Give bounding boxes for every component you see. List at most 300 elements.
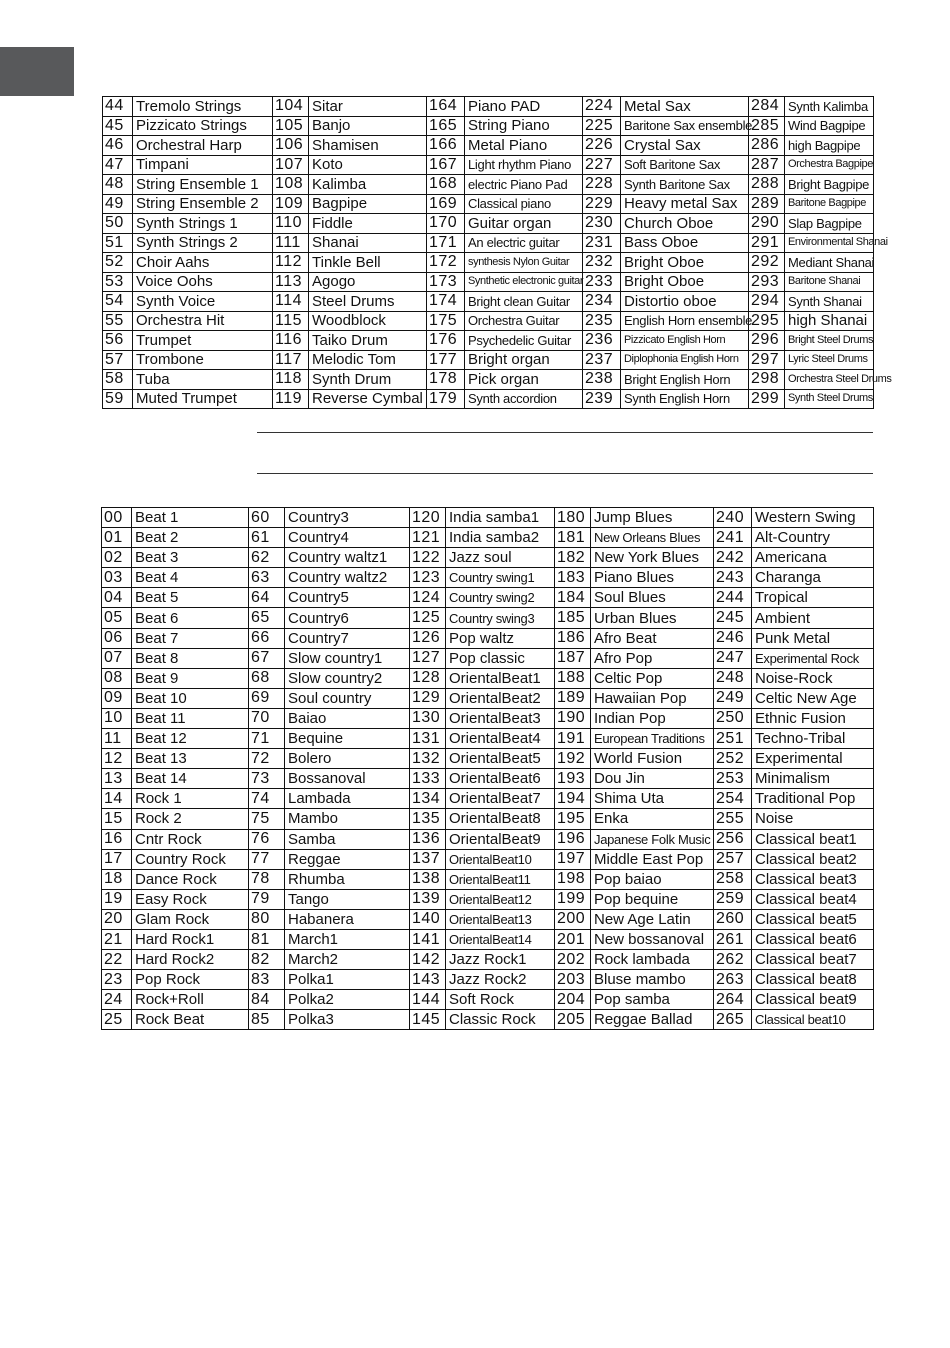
style-number: 130 xyxy=(410,708,446,728)
voice-number: 232 xyxy=(583,253,621,273)
voice-name: Orchestra Bagpipe xyxy=(785,155,874,175)
style-number: 04 xyxy=(102,588,132,608)
voice-table-row xyxy=(103,311,874,331)
style-number: 65 xyxy=(249,608,285,628)
style-number: 194 xyxy=(555,789,591,809)
voice-name: Synth Kalimba xyxy=(785,97,874,117)
style-number: 140 xyxy=(410,909,446,929)
style-number: 248 xyxy=(714,668,752,688)
voice-name: Synth Steel Drums xyxy=(785,389,874,409)
style-name: Rhumba xyxy=(285,869,410,889)
style-number: 68 xyxy=(249,668,285,688)
style-name: Beat 10 xyxy=(132,688,249,708)
style-number: 255 xyxy=(714,809,752,829)
style-number: 129 xyxy=(410,688,446,708)
voice-name: Shamisen xyxy=(309,136,427,156)
style-number: 137 xyxy=(410,849,446,869)
voice-number: 235 xyxy=(583,311,621,331)
voice-number: 51 xyxy=(103,233,133,253)
style-number: 02 xyxy=(102,548,132,568)
voice-number: 53 xyxy=(103,272,133,292)
voice-name: Lyric Steel Drums xyxy=(785,350,874,370)
style-number: 121 xyxy=(410,528,446,548)
voice-name: Synth Strings 2 xyxy=(133,233,273,253)
voice-number: 118 xyxy=(273,370,309,390)
style-number: 185 xyxy=(555,608,591,628)
voice-number: 286 xyxy=(749,136,785,156)
style-name: Noise-Rock xyxy=(752,668,874,688)
style-number: 03 xyxy=(102,568,132,588)
style-table-row xyxy=(102,990,874,1010)
voice-name: Bright Steel Drums xyxy=(785,331,874,351)
style-table-row xyxy=(102,628,874,648)
voice-name: An electric guitar xyxy=(465,233,583,253)
style-name: Classical beat8 xyxy=(752,970,874,990)
voice-name: Psychedelic Guitar xyxy=(465,331,583,351)
style-number: 202 xyxy=(555,950,591,970)
style-name: Classical beat2 xyxy=(752,849,874,869)
style-number: 181 xyxy=(555,528,591,548)
voice-name: Synth English Horn xyxy=(621,389,749,409)
style-number: 196 xyxy=(555,829,591,849)
style-table-row xyxy=(102,869,874,889)
style-name: Jazz Rock1 xyxy=(446,950,555,970)
voice-name: Kalimba xyxy=(309,175,427,195)
voice-name: high Bagpipe xyxy=(785,136,874,156)
style-number: 205 xyxy=(555,1010,591,1030)
voice-name: Synth Drum xyxy=(309,370,427,390)
voice-name: Synth Baritone Sax xyxy=(621,175,749,195)
style-name: Beat 3 xyxy=(132,548,249,568)
voice-number: 115 xyxy=(273,311,309,331)
style-name: Afro Beat xyxy=(591,628,714,648)
voice-number: 175 xyxy=(427,311,465,331)
voice-name: Orchestra Guitar xyxy=(465,311,583,331)
style-name: OrientalBeat1 xyxy=(446,668,555,688)
voice-number: 292 xyxy=(749,253,785,273)
style-name: Country waltz2 xyxy=(285,568,410,588)
style-number: 201 xyxy=(555,929,591,949)
voice-number: 229 xyxy=(583,194,621,214)
style-number: 183 xyxy=(555,568,591,588)
style-number: 16 xyxy=(102,829,132,849)
voice-number: 294 xyxy=(749,292,785,312)
style-name: Beat 4 xyxy=(132,568,249,588)
style-name: OrientalBeat11 xyxy=(446,869,555,889)
voice-name: Bright organ xyxy=(465,350,583,370)
style-name: Country7 xyxy=(285,628,410,648)
style-number: 82 xyxy=(249,950,285,970)
voice-name: Church Oboe xyxy=(621,214,749,234)
style-number: 64 xyxy=(249,588,285,608)
style-number: 240 xyxy=(714,508,752,528)
style-number: 260 xyxy=(714,909,752,929)
voice-table-row xyxy=(103,175,874,195)
style-name: Enka xyxy=(591,809,714,829)
style-number: 242 xyxy=(714,548,752,568)
style-name: Afro Pop xyxy=(591,648,714,668)
voice-name: Pick organ xyxy=(465,370,583,390)
language-tab-marker xyxy=(0,47,74,96)
voice-number: 169 xyxy=(427,194,465,214)
style-number: 246 xyxy=(714,628,752,648)
voice-number: 117 xyxy=(273,350,309,370)
voice-name: Melodic Tom xyxy=(309,350,427,370)
style-name: Classical beat3 xyxy=(752,869,874,889)
voice-number: 233 xyxy=(583,272,621,292)
style-table-row xyxy=(102,950,874,970)
style-name: Beat 12 xyxy=(132,729,249,749)
style-name: Slow country2 xyxy=(285,668,410,688)
voice-number: 107 xyxy=(273,155,309,175)
voice-name: Banjo xyxy=(309,116,427,136)
style-number: 60 xyxy=(249,508,285,528)
voice-table-row xyxy=(103,272,874,292)
voice-number: 167 xyxy=(427,155,465,175)
voice-number: 108 xyxy=(273,175,309,195)
style-name: Bossanoval xyxy=(285,769,410,789)
voice-table-row xyxy=(103,331,874,351)
style-number: 05 xyxy=(102,608,132,628)
voice-number: 50 xyxy=(103,214,133,234)
style-table-row xyxy=(102,889,874,909)
style-list-table xyxy=(101,507,874,1030)
style-number: 84 xyxy=(249,990,285,1010)
voice-number: 165 xyxy=(427,116,465,136)
style-number: 245 xyxy=(714,608,752,628)
style-number: 134 xyxy=(410,789,446,809)
style-name: Noise xyxy=(752,809,874,829)
style-name: Beat 7 xyxy=(132,628,249,648)
style-name: Traditional Pop xyxy=(752,789,874,809)
style-number: 01 xyxy=(102,528,132,548)
voice-name: Guitar organ xyxy=(465,214,583,234)
voice-name: String Piano xyxy=(465,116,583,136)
voice-number: 225 xyxy=(583,116,621,136)
voice-number: 105 xyxy=(273,116,309,136)
style-number: 259 xyxy=(714,889,752,909)
section-divider-bottom xyxy=(257,473,873,474)
style-number: 200 xyxy=(555,909,591,929)
style-number: 186 xyxy=(555,628,591,648)
style-number: 262 xyxy=(714,950,752,970)
style-name: OrientalBeat13 xyxy=(446,909,555,929)
style-name: Pop bequine xyxy=(591,889,714,909)
style-name: India samba2 xyxy=(446,528,555,548)
style-name: Pop waltz xyxy=(446,628,555,648)
style-name: Charanga xyxy=(752,568,874,588)
style-name: Classical beat9 xyxy=(752,990,874,1010)
style-number: 142 xyxy=(410,950,446,970)
style-number: 131 xyxy=(410,729,446,749)
voice-number: 170 xyxy=(427,214,465,234)
style-name: New Age Latin xyxy=(591,909,714,929)
style-table-row xyxy=(102,1010,874,1030)
style-number: 189 xyxy=(555,688,591,708)
voice-number: 299 xyxy=(749,389,785,409)
style-name: Pop Rock xyxy=(132,970,249,990)
voice-number: 112 xyxy=(273,253,309,273)
style-name: Ethnic Fusion xyxy=(752,708,874,728)
voice-number: 111 xyxy=(273,233,309,253)
voice-number: 296 xyxy=(749,331,785,351)
style-number: 23 xyxy=(102,970,132,990)
style-name: OrientalBeat3 xyxy=(446,708,555,728)
voice-number: 166 xyxy=(427,136,465,156)
voice-number: 297 xyxy=(749,350,785,370)
voice-name: Baritone Sax ensemble xyxy=(621,116,749,136)
style-name: Beat 9 xyxy=(132,668,249,688)
style-name: Indian Pop xyxy=(591,708,714,728)
style-number: 247 xyxy=(714,648,752,668)
style-name: Jazz Rock2 xyxy=(446,970,555,990)
voice-number: 236 xyxy=(583,331,621,351)
voice-number: 237 xyxy=(583,350,621,370)
voice-name: Agogo xyxy=(309,272,427,292)
style-number: 256 xyxy=(714,829,752,849)
voice-table-row xyxy=(103,253,874,273)
style-number: 139 xyxy=(410,889,446,909)
voice-number: 110 xyxy=(273,214,309,234)
style-number: 19 xyxy=(102,889,132,909)
voice-number: 113 xyxy=(273,272,309,292)
voice-name: Shanai xyxy=(309,233,427,253)
voice-name: Synth Shanai xyxy=(785,292,874,312)
style-table-row xyxy=(102,668,874,688)
voice-name: Orchestra Steel Drums xyxy=(785,370,874,390)
voice-number: 52 xyxy=(103,253,133,273)
style-name: Country5 xyxy=(285,588,410,608)
voice-number: 119 xyxy=(273,389,309,409)
voice-table-row xyxy=(103,292,874,312)
voice-name: Choir Aahs xyxy=(133,253,273,273)
voice-number: 288 xyxy=(749,175,785,195)
style-number: 72 xyxy=(249,749,285,769)
style-name: Alt-Country xyxy=(752,528,874,548)
style-name: Beat 8 xyxy=(132,648,249,668)
style-name: Piano Blues xyxy=(591,568,714,588)
style-number: 125 xyxy=(410,608,446,628)
style-number: 128 xyxy=(410,668,446,688)
style-name: Classical beat7 xyxy=(752,950,874,970)
style-number: 197 xyxy=(555,849,591,869)
voice-number: 238 xyxy=(583,370,621,390)
style-name: Pop classic xyxy=(446,648,555,668)
voice-name: Heavy metal Sax xyxy=(621,194,749,214)
voice-name: Synthetic electronic guitar xyxy=(465,272,583,292)
voice-number: 106 xyxy=(273,136,309,156)
style-number: 184 xyxy=(555,588,591,608)
style-number: 254 xyxy=(714,789,752,809)
style-number: 135 xyxy=(410,809,446,829)
voice-name: Bagpipe xyxy=(309,194,427,214)
style-number: 73 xyxy=(249,769,285,789)
style-number: 126 xyxy=(410,628,446,648)
style-number: 17 xyxy=(102,849,132,869)
style-number: 18 xyxy=(102,869,132,889)
style-number: 143 xyxy=(410,970,446,990)
style-name: Bluse mambo xyxy=(591,970,714,990)
voice-number: 295 xyxy=(749,311,785,331)
style-number: 70 xyxy=(249,708,285,728)
style-number: 10 xyxy=(102,708,132,728)
style-name: European Traditions xyxy=(591,729,714,749)
style-name: World Fusion xyxy=(591,749,714,769)
style-name: Pop samba xyxy=(591,990,714,1010)
style-number: 252 xyxy=(714,749,752,769)
style-name: Soul Blues xyxy=(591,588,714,608)
voice-number: 290 xyxy=(749,214,785,234)
voice-name: Bright English Horn xyxy=(621,370,749,390)
voice-name: Mediant Shanai xyxy=(785,253,874,273)
style-table-row xyxy=(102,909,874,929)
voice-name: Synth accordion xyxy=(465,389,583,409)
voice-name: Orchestra Hit xyxy=(133,311,273,331)
style-number: 69 xyxy=(249,688,285,708)
style-name: Beat 5 xyxy=(132,588,249,608)
voice-number: 116 xyxy=(273,331,309,351)
style-number: 83 xyxy=(249,970,285,990)
style-name: Soul country xyxy=(285,688,410,708)
style-number: 190 xyxy=(555,708,591,728)
voice-name: English Horn ensemble xyxy=(621,311,749,331)
style-number: 81 xyxy=(249,929,285,949)
style-name: Beat 14 xyxy=(132,769,249,789)
style-number: 80 xyxy=(249,909,285,929)
voice-name: Fiddle xyxy=(309,214,427,234)
style-name: Rock+Roll xyxy=(132,990,249,1010)
style-number: 61 xyxy=(249,528,285,548)
style-name: Country swing3 xyxy=(446,608,555,628)
voice-name: Bright Oboe xyxy=(621,272,749,292)
voice-name: Bright Bagpipe xyxy=(785,175,874,195)
style-number: 195 xyxy=(555,809,591,829)
style-number: 243 xyxy=(714,568,752,588)
style-name: Rock lambada xyxy=(591,950,714,970)
style-number: 20 xyxy=(102,909,132,929)
style-name: OrientalBeat2 xyxy=(446,688,555,708)
voice-name: Wind Bagpipe xyxy=(785,116,874,136)
style-name: Rock Beat xyxy=(132,1010,249,1030)
style-number: 182 xyxy=(555,548,591,568)
voice-name: Koto xyxy=(309,155,427,175)
voice-number: 173 xyxy=(427,272,465,292)
style-name: Celtic New Age xyxy=(752,688,874,708)
style-table-row xyxy=(102,729,874,749)
style-number: 127 xyxy=(410,648,446,668)
style-number: 132 xyxy=(410,749,446,769)
voice-number: 285 xyxy=(749,116,785,136)
style-name: Country6 xyxy=(285,608,410,628)
voice-name: Bright clean Guitar xyxy=(465,292,583,312)
style-number: 77 xyxy=(249,849,285,869)
style-number: 145 xyxy=(410,1010,446,1030)
voice-number: 177 xyxy=(427,350,465,370)
style-number: 13 xyxy=(102,769,132,789)
style-number: 22 xyxy=(102,950,132,970)
style-table-row xyxy=(102,970,874,990)
style-number: 261 xyxy=(714,929,752,949)
voice-number: 224 xyxy=(583,97,621,117)
style-name: Beat 11 xyxy=(132,708,249,728)
style-name: Country swing2 xyxy=(446,588,555,608)
voice-name: high Shanai xyxy=(785,311,874,331)
section-divider-top xyxy=(257,432,873,433)
style-number: 12 xyxy=(102,749,132,769)
style-table-row xyxy=(102,769,874,789)
voice-number: 55 xyxy=(103,311,133,331)
voice-name: Light rhythm Piano xyxy=(465,155,583,175)
voice-number: 234 xyxy=(583,292,621,312)
style-number: 204 xyxy=(555,990,591,1010)
style-name: Beat 6 xyxy=(132,608,249,628)
style-number: 76 xyxy=(249,829,285,849)
style-number: 203 xyxy=(555,970,591,990)
style-number: 188 xyxy=(555,668,591,688)
style-number: 263 xyxy=(714,970,752,990)
style-number: 78 xyxy=(249,869,285,889)
style-number: 21 xyxy=(102,929,132,949)
voice-number: 284 xyxy=(749,97,785,117)
voice-name: Timpani xyxy=(133,155,273,175)
style-number: 09 xyxy=(102,688,132,708)
style-name: Polka1 xyxy=(285,970,410,990)
style-name: Polka3 xyxy=(285,1010,410,1030)
style-name: Ambient xyxy=(752,608,874,628)
style-name: Urban Blues xyxy=(591,608,714,628)
style-table-row xyxy=(102,829,874,849)
voice-name: electric Piano Pad xyxy=(465,175,583,195)
voice-name: Slap Bagpipe xyxy=(785,214,874,234)
style-name: Hawaiian Pop xyxy=(591,688,714,708)
style-number: 133 xyxy=(410,769,446,789)
voice-name: Pizzicato Strings xyxy=(133,116,273,136)
style-name: Punk Metal xyxy=(752,628,874,648)
style-name: OrientalBeat10 xyxy=(446,849,555,869)
voice-name: Baritone Bagpipe xyxy=(785,194,874,214)
voice-name: Muted Trumpet xyxy=(133,389,273,409)
style-number: 249 xyxy=(714,688,752,708)
style-number: 85 xyxy=(249,1010,285,1030)
style-name: Slow country1 xyxy=(285,648,410,668)
style-table-row xyxy=(102,648,874,668)
style-number: 241 xyxy=(714,528,752,548)
voice-name: Bright Oboe xyxy=(621,253,749,273)
voice-table-row xyxy=(103,97,874,117)
style-table-row xyxy=(102,548,874,568)
voice-name: Diplophonia English Horn xyxy=(621,350,749,370)
style-number: 79 xyxy=(249,889,285,909)
style-table-row xyxy=(102,789,874,809)
voice-name: Trombone xyxy=(133,350,273,370)
style-name: Classical beat10 xyxy=(752,1010,874,1030)
style-name: Experimental xyxy=(752,749,874,769)
style-number: 07 xyxy=(102,648,132,668)
voice-number: 291 xyxy=(749,233,785,253)
voice-number: 54 xyxy=(103,292,133,312)
voice-name: Environmental Shanai xyxy=(785,233,874,253)
style-name: Jazz soul xyxy=(446,548,555,568)
voice-name: Steel Drums xyxy=(309,292,427,312)
style-name: Pop baiao xyxy=(591,869,714,889)
style-name: OrientalBeat7 xyxy=(446,789,555,809)
voice-table-row xyxy=(103,136,874,156)
style-name: OrientalBeat9 xyxy=(446,829,555,849)
voice-name: Soft Baritone Sax xyxy=(621,155,749,175)
style-number: 08 xyxy=(102,668,132,688)
style-number: 11 xyxy=(102,729,132,749)
style-table-row xyxy=(102,588,874,608)
